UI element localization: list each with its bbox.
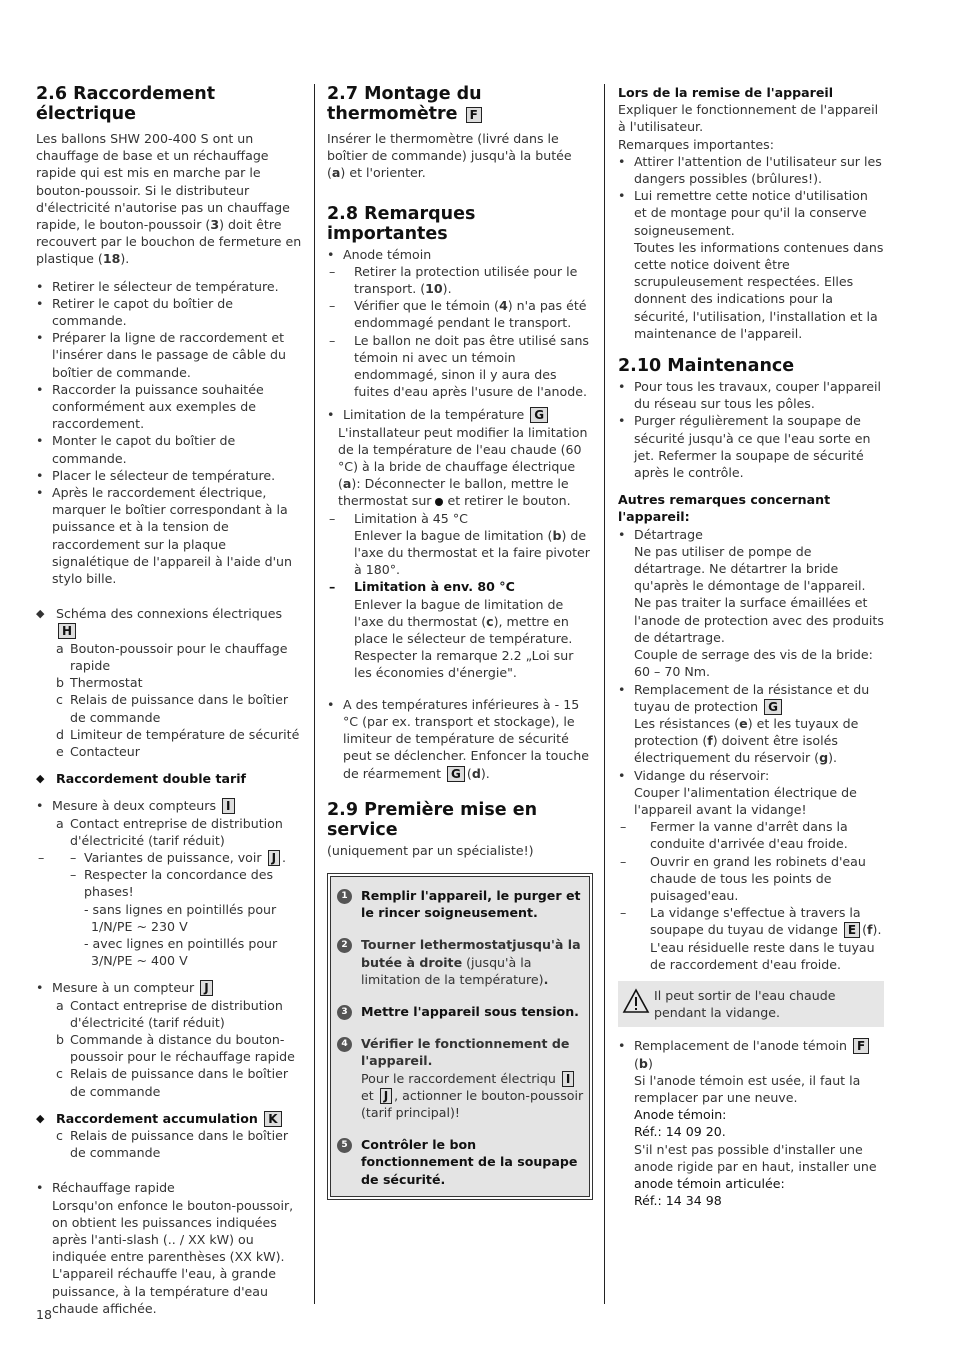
list-item: • Limitation de la température G — [327, 406, 593, 423]
reference-number: Réf.: 14 34 98 — [634, 1193, 722, 1209]
section-title-2-6: 2.6 Raccordement électrique — [36, 84, 216, 124]
remarques-details: Toutes les informations contenues dans cette notice doivent être scrupuleusement respectées. Elles donnent des indications pour la sécurité, l'utilisation, l'installation et la maintenance de l'appareil. — [634, 239, 884, 341]
list-item: a Contact entreprise de distribution d'électricité (tarif réduit) — [56, 815, 283, 848]
remise-text: Expliquer le fonctionnement de l'appareil à l'utilisateur. — [618, 102, 879, 135]
list-item: • Pour tous les travaux, couper l'appareil du réseau sur tous les pôles. — [618, 378, 884, 412]
list-item: • Placer le sélecteur de température. — [36, 467, 302, 484]
list-item: • Remplacement de la résistance et du tuyau de protection G — [618, 681, 884, 715]
list-item: • Monter le capot du boîtier de commande. — [36, 432, 302, 466]
couple-label: Couple de serrage des vis de la bride: — [634, 647, 873, 663]
warning-triangle-icon — [622, 988, 650, 1014]
steps-list — [36, 278, 302, 588]
limitation-text: L'installateur peut modifier la limitation de la température de l'eau chaude (60 °C) à la bride de chauffage électrique (a): Déconnecter le ballon, mettre le thermostat sur et retirer le bouton. — [338, 424, 588, 509]
list-item: - sans lignes en pointillés pour 1/N/PE ~ 230 V — [84, 901, 277, 934]
list-item: • Retirer le sélecteur de température. — [36, 278, 302, 295]
page-number: 18 — [36, 1307, 53, 1322]
list-item: – Vérifier que le témoin (4) n'a pas été endommagé pendant le transport. — [327, 297, 593, 331]
model-name: SHW 200-400 S — [110, 131, 209, 146]
section-title-2-10: 2.10 Maintenance — [618, 356, 795, 377]
list-item: • Attirer l'attention de l'utilisateur sur les dangers possibles (brûlures!). — [618, 153, 884, 187]
list-item: • Anode témoin — [327, 246, 593, 263]
list-item: – – Variantes de puissance, voir J . — [36, 849, 302, 866]
list-item: • Lui remettre cette notice d'utilisation et de montage pour qu'il la conserve soigneusement. — [618, 187, 884, 239]
list-item: c Relais de puissance dans le boîtier de commande — [56, 692, 288, 725]
list-item: – La vidange s'effectue à travers la soupape du tuyau de vidange E (f). L'eau résiduelle reste dans le tuyau de raccordement d'eau froide. — [618, 904, 884, 973]
accumulation-heading: ◆ Raccordement accumulation K — [36, 1110, 302, 1127]
anode-articulee-label: anode témoin articulée: — [634, 1175, 785, 1191]
list-item: c Relais de puissance dans le boîtier de commande — [56, 1127, 288, 1161]
autres-heading: Autres remarques concernant l'appareil: — [618, 492, 831, 525]
intro-text: Les ballons SHW 200-400 S ont un chauffage de base et un réchauffage rapide qui est mis en marche par le bouton-poussoir. Si le distributeur d'électricité n'autorise pas un chauffage rapide, le bouton-poussoir (3) doit être recouvert par le bouchon de fermeture en plastique (18). — [36, 131, 302, 267]
procedure-step: 1 Remplir l'appareil, le purger et le rincer soigneusement. — [335, 887, 585, 921]
column-divider — [314, 84, 315, 1304]
list-item: – Fermer la vanne d'arrêt dans la conduite d'arrivée d'eau froide. — [618, 818, 884, 852]
procedure-step: 5 Contrôler le bon fonctionnement de la soupape de sécurité. — [335, 1136, 585, 1188]
list-item: a Bouton-poussoir pour le chauffage rapide — [56, 640, 288, 673]
list-item: • Mesure à un compteur J — [36, 979, 302, 996]
step-number: 1 — [337, 889, 352, 904]
list-item: • Préparer la ligne de raccordement et l'insérer dans le passage de câble du boîtier de commande. — [36, 329, 302, 381]
figure-ref-box: H — [58, 623, 76, 639]
section-title-2-8: 2.8 Remarques importantes — [327, 203, 476, 244]
warning-box — [618, 981, 884, 1027]
list-item: • Raccorder la puissance souhaitée conformément aux exemples de raccordement. — [36, 381, 302, 433]
warning-text: Il peut sortir de l'eau chaude pendant la vidange. — [654, 987, 836, 1021]
l80-text: Enlever la bague de limitation de l'axe du thermostat (c), mettre en place le sélecteur de température. — [354, 596, 573, 647]
figure-ref-box: F — [853, 1038, 869, 1054]
figure-ref-box: J — [200, 980, 212, 996]
list-item: • Retirer le capot du boîtier de commande. — [36, 295, 302, 329]
step-number: 3 — [337, 1005, 352, 1020]
thermometre-text: Insérer le thermomètre (livré dans le boîtier de commande) jusqu'à la butée (a) et l'orienter. — [327, 131, 572, 181]
section-subtitle: (uniquement par un spécialiste!) — [327, 842, 534, 858]
figure-ref-box: F — [466, 107, 482, 123]
list-item: b Thermostat — [56, 675, 143, 691]
list-item: c Relais de puissance dans le boîtier de commande — [56, 1066, 288, 1099]
list-item: a Contact entreprise de distribution d'électricité (tarif réduit) — [56, 997, 283, 1030]
couple-value: 60 – 70 Nm. — [634, 664, 711, 680]
list-item: • Remplacement de l'anode témoin F(b) — [618, 1037, 884, 1071]
column-1 — [36, 84, 302, 1317]
list-item: • Mesure à deux compteurs I — [36, 797, 302, 814]
figure-ref-box: I — [562, 1071, 574, 1087]
list-item: • Après le raccordement électrique, marquer le boîtier correspondant à la puissance et à la tension de raccordement sur la plaque signalétique de l'appareil à l'aide d'un stylo bille. — [36, 484, 302, 587]
remise-heading: Lors de la remise de l'appareil — [618, 85, 834, 100]
procedure-step: 3 Mettre l'appareil sous tension. — [335, 1003, 585, 1020]
column-2 — [327, 84, 593, 1200]
schema-heading: ◆ Schéma des connexions électriques H — [36, 605, 302, 639]
procedure-step: 2 Tourner lethermostatjusqu'à la butée à droite (jusqu'à la limitation de la température). — [335, 936, 585, 988]
list-item: – Limitation à 45 °C — [327, 510, 593, 527]
list-item: • A des températures inférieures à - 15 °C (par ex. transport et stockage), le limiteur de température de sécurité peut se déclencher. Enfoncer la touche de réarmement G (d). — [327, 696, 593, 782]
list-item: • Purger régulièrement la soupape de sécurité jusqu'à ce que l'eau sorte en jet. Refermer la soupape de sécurité après le contrôle. — [618, 412, 884, 481]
figure-ref-box: J — [380, 1088, 392, 1104]
detartrage-text: Ne pas utiliser de pompe de détartrage. Ne détartrer la bride qu'après le démontage de l'appareil. Ne pas traiter la surface émaillées et l'anode de protection avec des produits de détartrage. — [634, 543, 884, 645]
step-number: 4 — [337, 1037, 352, 1052]
list-item: e Contacteur — [56, 743, 140, 759]
procedure-box — [327, 873, 593, 1200]
list-item: • Détartrage — [618, 526, 884, 543]
list-item: – Respecter la concordance des phases! — [70, 867, 274, 900]
figure-ref-box: G — [530, 407, 548, 423]
remarques-label: Remarques importantes: — [618, 136, 774, 152]
list-item: – Le ballon ne doit pas être utilisé sans témoin ni avec un témoin endommagé, sinon il y aura des fuites d'eau après l'usure de l'anode. — [327, 332, 593, 401]
figure-ref-box: G — [764, 699, 782, 715]
figure-ref-box: I — [222, 798, 234, 814]
list-item: – Limitation à env. 80 °C — [327, 578, 593, 595]
vidange-warning: Couper l'alimentation électrique de l'appareil avant la vidange! — [634, 784, 857, 817]
procedure-step: 4 Vérifier le fonctionnement de l'appareil. Pour le raccordement électriqu I et J , actionner le bouton-poussoir (tarif principal)! — [335, 1035, 585, 1121]
l45-text: Enlever la bague de limitation (b) de l'axe du thermostat et la faire pivoter à 180°. — [354, 527, 590, 578]
list-item: – Retirer la protection utilisée pour le transport. (10). — [327, 263, 593, 297]
figure-ref-box: K — [264, 1111, 281, 1127]
l80-note: Respecter la remarque 2.2 „Loi sur les économies d'énergie". — [354, 648, 574, 681]
figure-ref-box: J — [268, 850, 280, 866]
figure-ref-box: G — [447, 766, 465, 782]
list-item: d Limiteur de température de sécurité — [56, 726, 300, 742]
reference-number: Réf.: 14 09 20. — [634, 1124, 726, 1140]
double-tarif-heading: ◆ Raccordement double tarif — [36, 770, 302, 787]
step-number: 5 — [337, 1138, 352, 1153]
list-item: - avec lignes en pointillés pour 3/N/PE ~ 400 V — [84, 935, 278, 969]
rechauffage-text: Lorsqu'on enfonce le bouton-poussoir, on obtient les puissances indiquées après l'anti-slash (.. / XX kW) ou indiquée entre parenthèses (XX kW). L'appareil réchauffe l'eau, à grande puissance, à la température d'eau chaude affichée. — [52, 1197, 294, 1316]
list-item: • Réchauffage rapide — [36, 1179, 302, 1196]
anode-label: Anode témoin: — [634, 1107, 727, 1123]
list-item: – Ouvrir en grand les robinets d'eau chaude de tous les points de puisaged'eau. — [618, 853, 884, 905]
figure-ref-box: E — [844, 922, 860, 938]
column-3 — [618, 84, 884, 1209]
anode-text: Si l'anode témoin est usée, il faut la remplacer par une neuve. — [634, 1072, 861, 1105]
list-item: • Vidange du réservoir: — [618, 767, 884, 784]
anode-rigide-text: S'il n'est pas possible d'installer une anode rigide par en haut, installer une — [634, 1141, 877, 1174]
column-divider — [604, 84, 605, 1304]
remplacement-text: Les résistances (e) et les tuyaux de protection (f) doivent être isolés électriquement du réservoir (g). — [634, 715, 859, 766]
step-number: 2 — [337, 938, 352, 953]
section-title-2-7: 2.7 Montage du thermomètre F — [327, 84, 482, 124]
list-item: b Commande à distance du bouton-poussoir pour le réchauffage rapide — [56, 1031, 295, 1065]
section-title-2-9: 2.9 Première mise en service — [327, 799, 538, 840]
